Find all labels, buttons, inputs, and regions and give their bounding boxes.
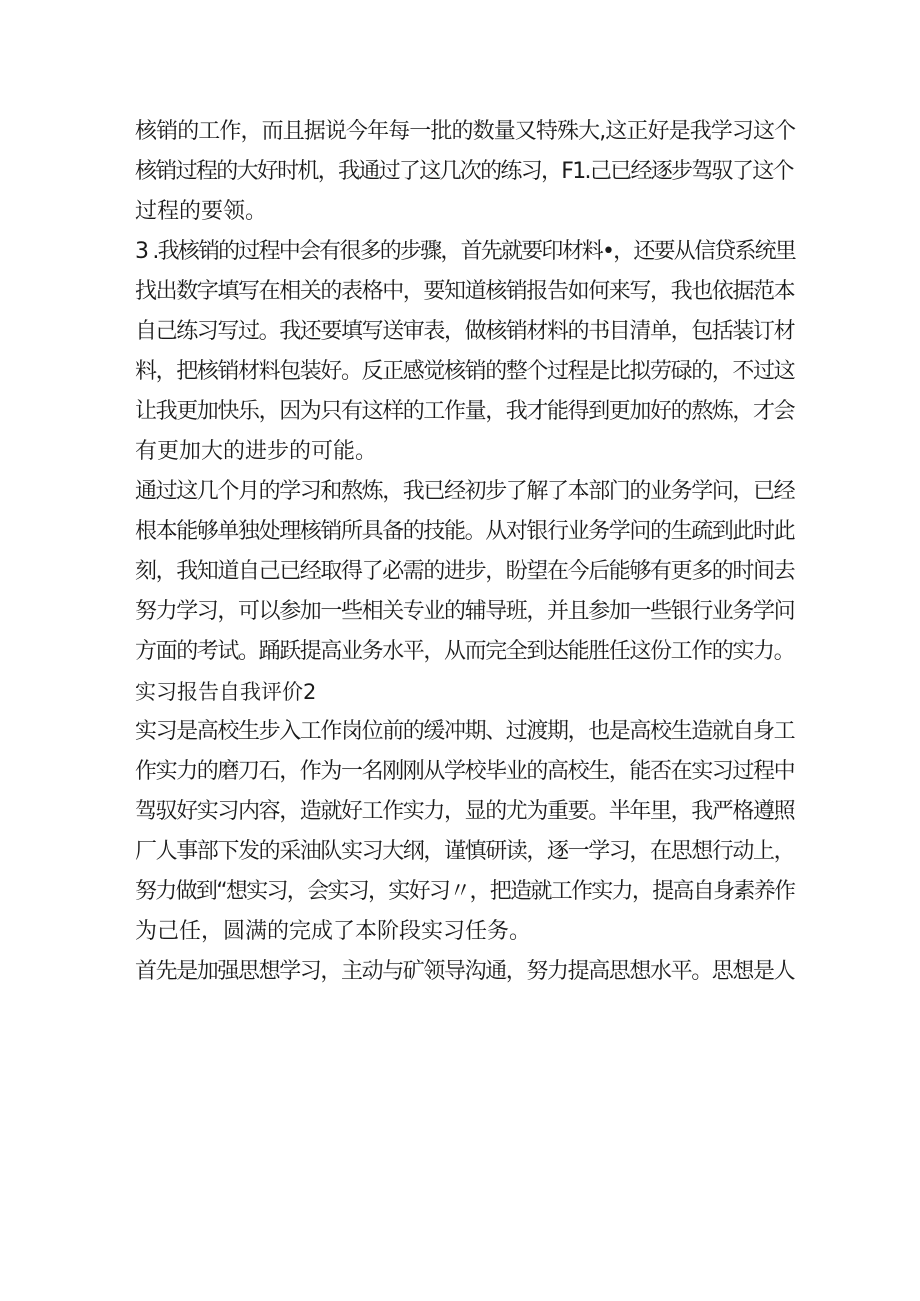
paragraph-3 <box>135 472 795 672</box>
text-line: 首先是加强思想学习，主动与矿领导沟通，努力提高思想水平。思想是人 <box>135 959 795 984</box>
text-line: 努力做到“想实习，会实习，实好习〃，把造就工作实力，提高自身素养作 <box>135 879 795 904</box>
text-line: 驾驭好实习内容，造就好工作实力，显的尤为重要。半年里，我严格遵照 <box>135 799 795 824</box>
text-line: 过程的要领。 <box>135 199 268 224</box>
text-line: 为己任，圆满的完成了本阶段实习任务。 <box>135 919 532 944</box>
paragraph-1 <box>135 112 795 232</box>
text-line: 核销的工作，而且据说今年每一批的数量又特殊大,这正好是我学习这个 <box>135 119 796 144</box>
text-line: 根本能够单独处理核销所具备的技能。从对银行业务学问的生疏到此时此 <box>135 519 795 544</box>
text-line: 自己练习写过。我还要填写送审表，做核销材料的书目清单，包括装订材 <box>135 319 795 344</box>
paragraph-5 <box>135 952 795 992</box>
text-line: 有更加大的进步的可能。 <box>135 439 378 464</box>
document-body <box>135 112 795 992</box>
text-line: 方面的考试。踊跃提高业务水平，从而完全到达能胜任这份工作的实力。 <box>135 639 795 664</box>
text-line: 实习是高校生步入工作岗位前的缓冲期、过渡期，也是高校生造就自身工 <box>135 719 795 744</box>
text-line: 料，把核销材料包装好。反正感觉核销的整个过程是比拟劳碌的，不过这 <box>135 359 795 384</box>
section-heading <box>135 672 795 712</box>
section-title: 实习报告自我评价2 <box>135 680 317 704</box>
text-line: 刻，我知道自己已经取得了必需的进步，盼望在今后能够有更多的时间去 <box>135 559 795 584</box>
text-line: 3 .我核销的过程中会有很多的步骤，首先就要印材料•，还要从信贷系统里 <box>135 239 795 264</box>
paragraph-2 <box>135 232 795 472</box>
paragraph-4 <box>135 712 795 952</box>
text-line: 找出数字填写在相关的表格中，要知道核销报告如何来写，我也依据范本 <box>135 279 795 304</box>
text-line: 厂人事部下发的采油队实习大纲，谨慎研读，逐一学习，在思想行动上， <box>135 839 795 864</box>
text-line: 通过这几个月的学习和熬炼，我已经初步了解了本部门的业务学问，已经 <box>135 479 795 504</box>
text-line: 核销过程的大好时机，我通过了这几次的练习，F1.己已经逐步驾驭了这个 <box>135 159 793 184</box>
text-line: 让我更加快乐，因为只有这样的工作量，我才能得到更加好的熬炼，才会 <box>135 399 795 424</box>
text-line: 作实力的磨刀石，作为一名刚刚从学校毕业的高校生，能否在实习过程中 <box>135 759 795 784</box>
text-line: 努力学习，可以参加一些相关专业的辅导班，并且参加一些银行业务学问 <box>135 599 795 624</box>
